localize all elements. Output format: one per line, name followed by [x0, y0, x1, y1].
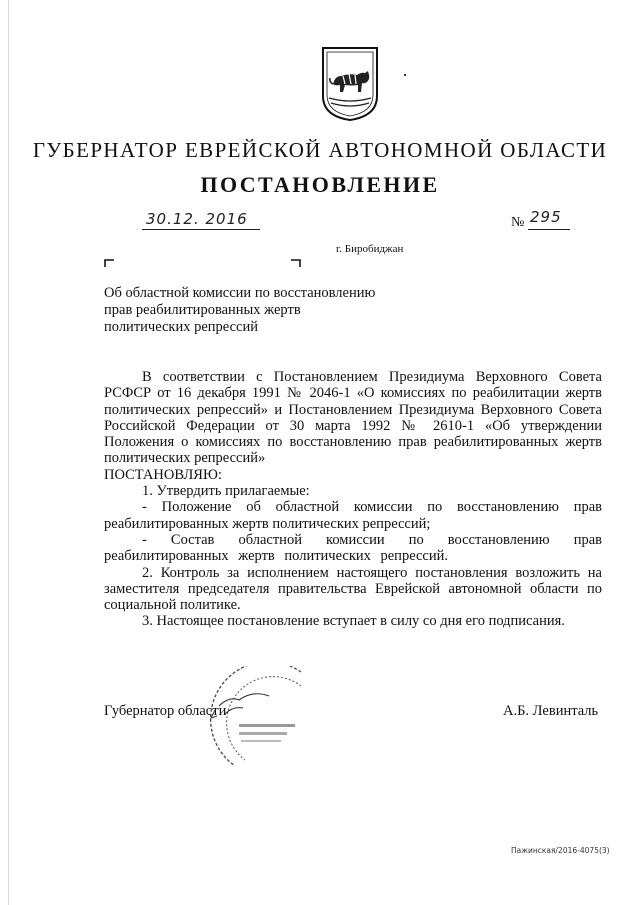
decree-subject	[104, 285, 434, 336]
coat-of-arms-icon	[321, 46, 379, 122]
date-underline	[142, 229, 260, 230]
subject-line: прав реабилитированных жертв	[104, 302, 301, 318]
governor-heading: ГУБЕРНАТОР ЕВРЕЙСКОЙ АВТОНОМНОЙ ОБЛАСТИ	[32, 138, 608, 162]
item-3: 3. Настоящее постановление вступает в силу со дня его подписания.	[142, 613, 565, 630]
decree-body	[104, 369, 602, 630]
item-2: 2. Контроль за исполнением настоящего постановления возложить на заместителя председателя правительства Еврейской автономной области по социальной политике.	[104, 564, 602, 614]
number-underline	[528, 229, 570, 230]
speck	[404, 74, 406, 76]
subject-line: политических репрессий	[104, 319, 258, 335]
subject-line: Об областной комиссии по восстановлению	[104, 285, 376, 301]
handwritten-number: 295	[530, 208, 562, 226]
bracket-corner-left	[104, 259, 114, 267]
document-reference: Пажинская/2016-4075(3)	[511, 846, 610, 855]
item-1-b: - Состав областной комиссии по восстановлению прав реабилитированных жертв политических репрессий.	[104, 531, 602, 565]
document-type-title: ПОСТАНОВЛЕНИЕ	[200, 172, 440, 197]
city-label: г. Биробиджан	[336, 243, 404, 255]
page-edge-line	[8, 0, 9, 905]
signature-position: Губернатор области	[104, 703, 227, 719]
decree-word: ПОСТАНОВЛЯЮ:	[104, 466, 222, 483]
handwritten-date: 30.12. 2016	[146, 210, 248, 228]
bracket-corner-right	[291, 259, 301, 267]
item-1-a: - Положение об областной комиссии по восстановлению прав реабилитированных жертв политических репрессий;	[104, 499, 602, 532]
item-1: 1. Утвердить прилагаемые:	[142, 483, 310, 500]
official-stamp-icon	[209, 666, 303, 778]
number-sign: №	[511, 215, 525, 230]
signature-name: А.Б. Левинталь	[503, 703, 599, 719]
preamble-paragraph: В соответствии с Постановлением Президиума Верховного Совета РСФСР от 16 декабря 1991 № 2046-1 «О комиссиях по реабилитации жертв политических репрессий» и Постановлением Президиума Верховного Совета Российской Федерации от 30 марта 1992 № 2610-1 «Об утверждении Положения о комиссиях по восстановлению прав реабилитированных жертв политических репрессий»	[104, 369, 602, 467]
